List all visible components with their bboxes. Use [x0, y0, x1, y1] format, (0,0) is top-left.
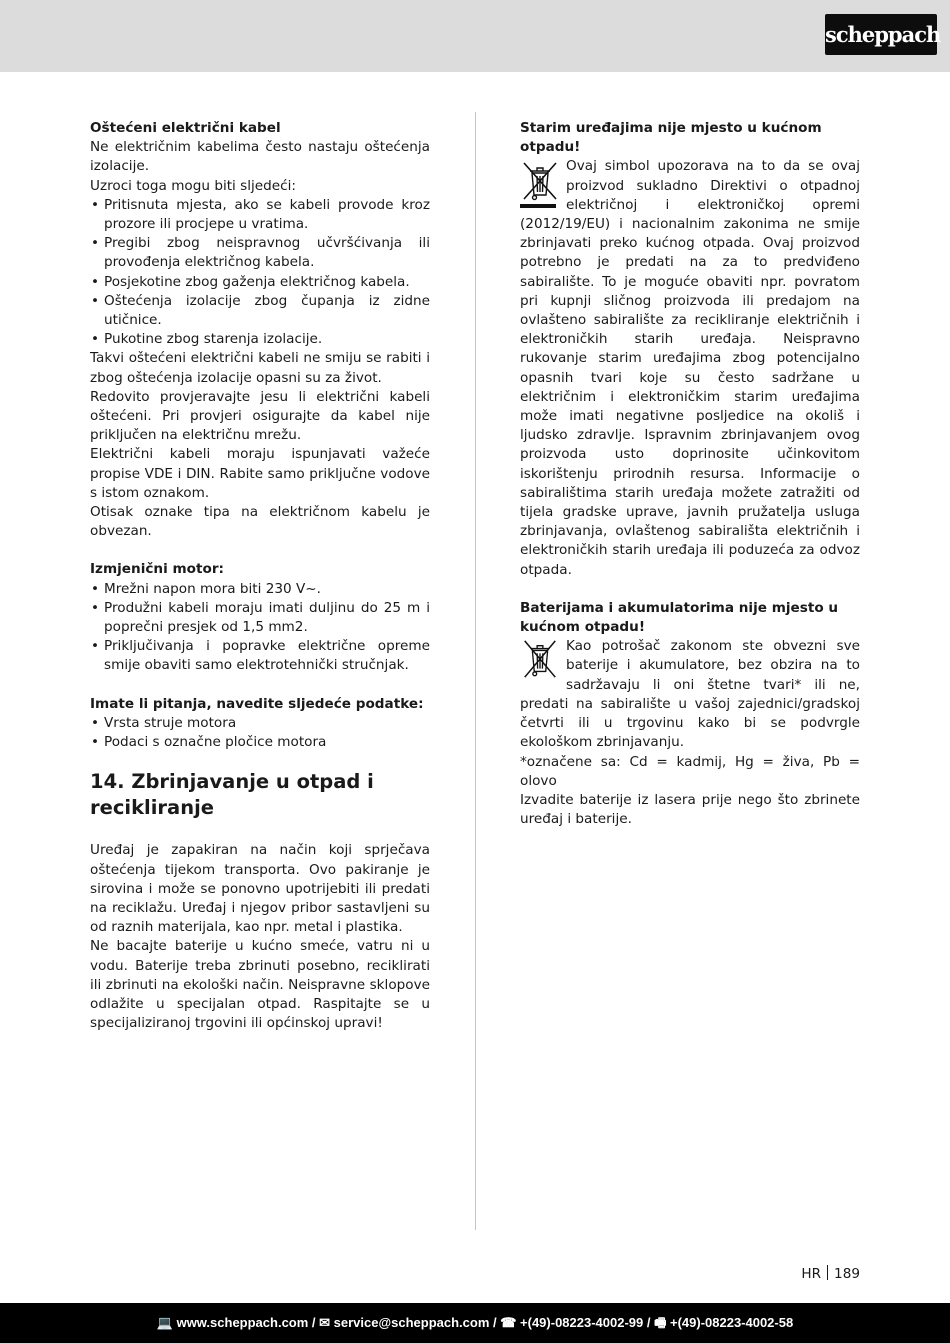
list-item: • Podaci s označne pločice motora [90, 733, 430, 752]
battery-heading: Baterijama i akumulatorima nije mjesto u kućnom otpadu! [520, 599, 839, 636]
footer-bar [0, 1303, 950, 1343]
cable-intro: Ne električnim kabelima često nastaju oštećenja izolacije. [90, 139, 430, 175]
cable-paragraph: Otisak oznake tipa na električnom kabelu je obvezan. [90, 504, 430, 540]
section-title: 14. Zbrinjavanje u otpad i recikliranje [90, 770, 374, 820]
language-code: HR [801, 1266, 822, 1282]
list-item: • Pregibi zbog neispravnog učvršćivanja ili provođenja električnog kabela. [90, 234, 430, 272]
cable-paragraph: Redovito provjeravajte jesu li električni kabeli oštećeni. Pri provjeri osigurajte da kabel nije priključen na električnu mrežu. [90, 388, 430, 444]
battery-note: *označene sa: Cd = kadmij, Hg = živa, Pb = olovo [520, 753, 860, 789]
motor-heading: Izmjenični motor: [90, 561, 224, 578]
disposal-paragraph: Uređaj je zapakiran na način koji sprječava oštećenja tijekom transporta. Ovo pakiranje je sirovina i može se ponovno upotrijebiti ili predati na reciklažu. Uređaj i njegov pribor sastavljeni su od raznih materijala, kao npr. metal i plastika. [90, 842, 430, 936]
weee-paragraph [520, 157, 860, 579]
cable-heading: Oštećeni električni kabel [90, 120, 281, 136]
weee-heading: Starim uređajima nije mjesto u kućnom otpadu! [520, 120, 822, 156]
left-column [90, 119, 430, 1033]
page-number-value: 189 [834, 1266, 860, 1282]
column-divider [475, 112, 476, 1230]
weee-text: Ovaj simbol upozorava na to da se ovaj proizvod sukladno Direktivi o otpadnoj električnoj i elektroničkoj opremi (2012/19/EU) i nacionalnim zakonima ne smije zbrinjavati preko kućnog otpada. Ovaj proizvod potrebno je predati na za to predviđeno sabiralište. To je moguće obaviti npr. povratom pri kupnji sličnog proizvoda ili predajom na ovlašteno sabiralište za recikliranje električnih i elektroničkih starih uređaja. Neispravno rukovanje starim uređajima zbog potencijalno opasnih tvari koje su često sadržane u električnim i elektroničkim starim uređajima može imati negativne posljedice na okoliš i ljudsko zdravlje. Ispravnim zbrinjavanjem ovog proizvoda usto doprinosite učinkovitom iskorištenju prirodnih resursa. Informacije o sabiralištima starih uređaja možete zatražiti od tijela gradske uprave, javnih pružatelja usluga zbrinjavanja, ovlaštenog sabirališta električnih i elektroničkih starih uređaja ili poduzeća za odvoz otpada. [520, 158, 860, 578]
crossed-bin-icon [520, 639, 560, 681]
page-number [801, 1265, 860, 1282]
disposal-paragraph: Ne bacajte baterije u kućno smeće, vatru ni u vodu. Baterije treba zbrinuti posebno, reciklirati ili zbrinuti na ekološki način. Neispravne sklopove odlažite u specijalan otpad. Raspitajte se u specijaliziranoj trgovini ili općinskoj upravi! [90, 938, 430, 1032]
list-item: • Pukotine zbog starenja izolacije. [90, 330, 430, 349]
questions-list [90, 714, 430, 752]
battery-final: Izvadite baterije iz lasera prije nego što zbrinete uređaj i baterije. [520, 791, 860, 828]
questions-heading: Imate li pitanja, navedite sljedeće podatke: [90, 695, 424, 712]
list-item: • Posjekotine zbog gaženja električnog kabela. [90, 273, 430, 292]
page-separator [827, 1265, 828, 1280]
battery-text: Kao potrošač zakonom ste obvezni sve baterije i akumulatore, bez obzira na to sadržavaju li oni štetne tvari* ili ne, predati na sabiralište u vašoj zajednici/gradskoj četvrti ili u trgovinu kako bi se podvrgle ekološkom zbrinjavanju. [520, 638, 860, 751]
cable-causes-list [90, 196, 430, 350]
cable-causes-intro: Uzroci toga mogu biti sljedeći: [90, 177, 296, 194]
list-item: • Produžni kabeli moraju imati duljinu do 25 m i poprečni presjek od 1,5 mm2. [90, 599, 430, 637]
list-item: • Vrsta struje motora [90, 714, 430, 733]
battery-paragraph [520, 637, 860, 752]
list-item: • Priključivanja i popravke električne opreme smije obaviti samo elektrotehnički stručnjak. [90, 637, 430, 675]
list-item: • Mrežni napon mora biti 230 V~. [90, 580, 430, 599]
motor-list [90, 580, 430, 676]
scheppach-logo: scheppach [825, 14, 937, 55]
footer-contact: 💻 www.scheppach.com / ✉ service@scheppach.com / ☎ +(49)-08223-4002-99 / 🖷 +(49)-08223-4002-58 [156, 1315, 794, 1330]
list-item: • Oštećenja izolacije zbog čupanja iz zidne utičnice. [90, 292, 430, 330]
right-column [520, 119, 860, 829]
header-bar [0, 0, 950, 72]
cable-paragraph: Takvi oštećeni električni kabeli ne smiju se rabiti i zbog oštećenja izolacije opasni su za život. [90, 350, 430, 386]
crossed-bin-icon [520, 159, 560, 209]
list-item: • Pritisnuta mjesta, ako se kabeli provode kroz prozore ili procjepe u vratima. [90, 196, 430, 234]
cable-paragraph: Električni kabeli moraju ispunjavati važeće propise VDE i DIN. Rabite samo priključne vodove s istom oznakom. [90, 446, 430, 501]
